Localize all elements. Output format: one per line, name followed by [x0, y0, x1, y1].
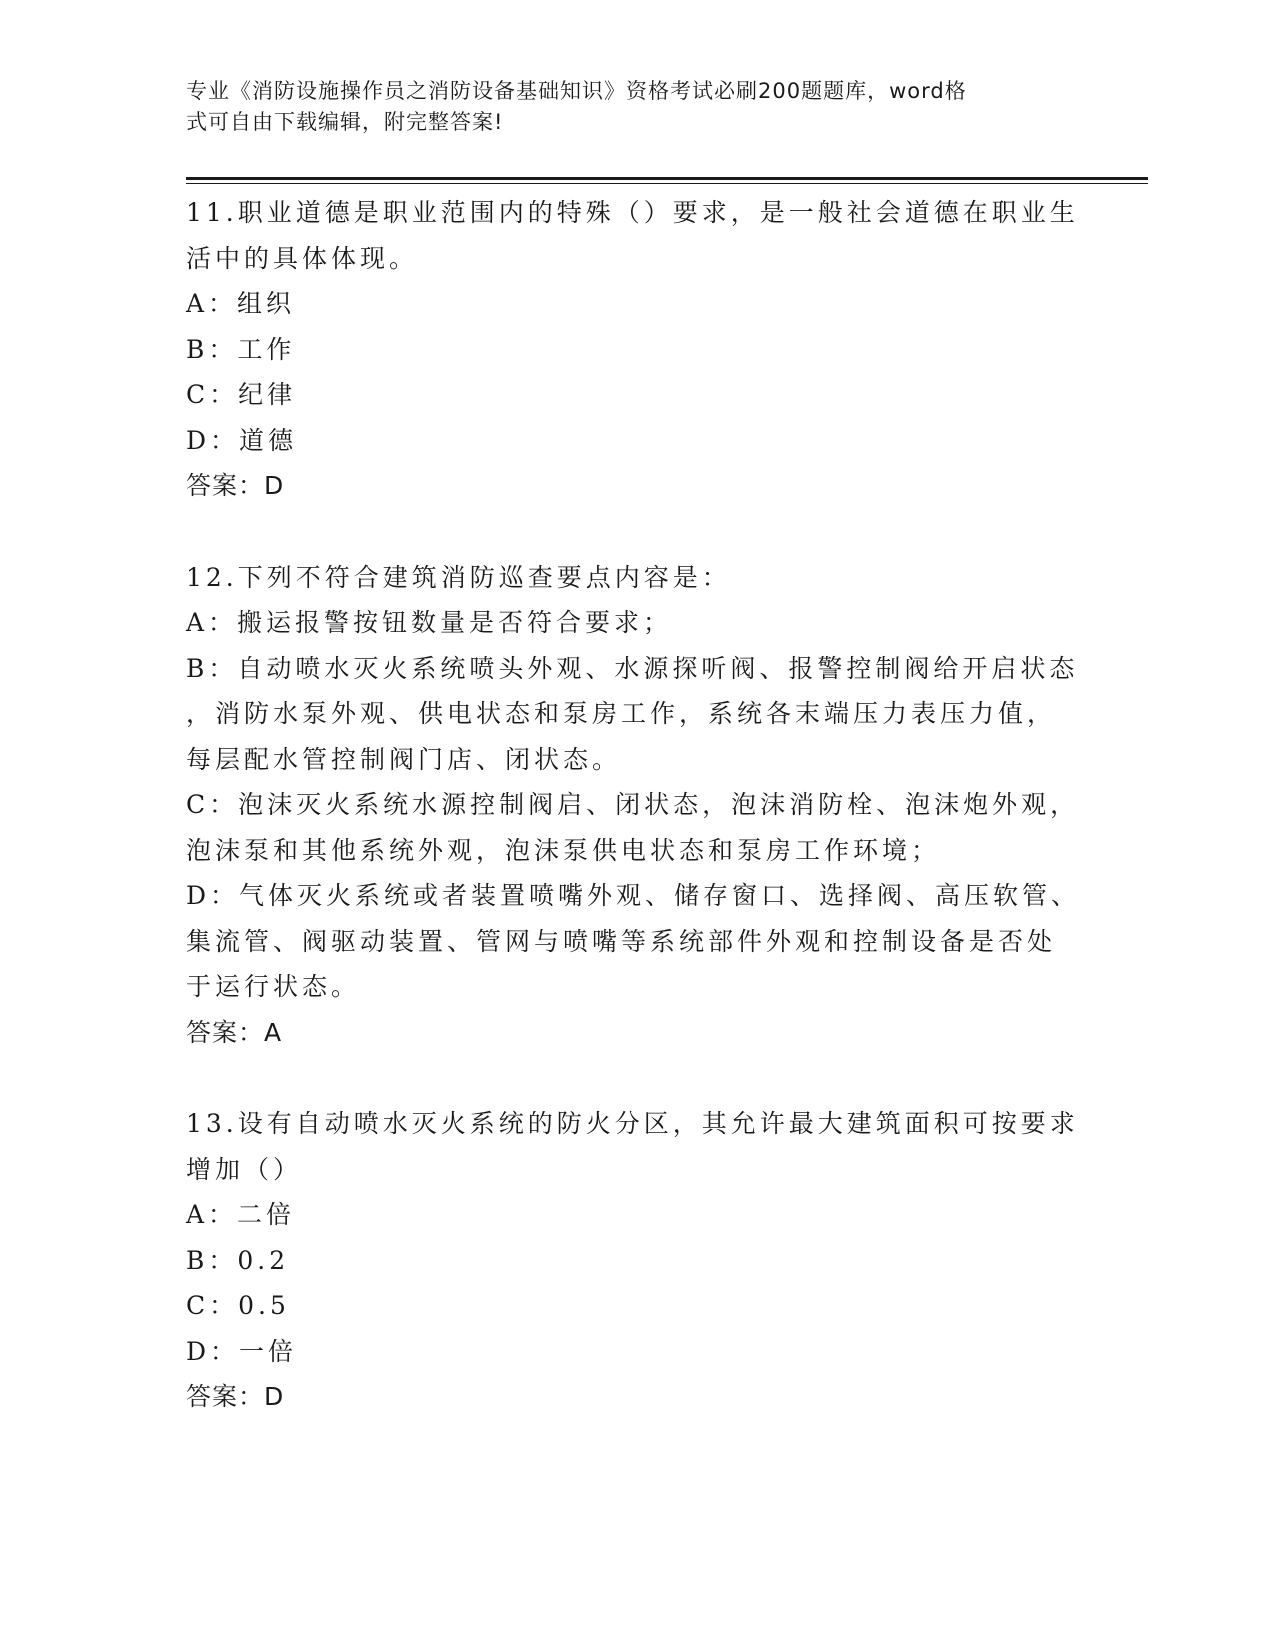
option-b: B：工作 — [186, 334, 296, 364]
option-d: D：一倍 — [186, 1336, 298, 1366]
document-header — [186, 76, 1066, 138]
question-spacer — [186, 1055, 1066, 1101]
question-12 — [186, 555, 1081, 1056]
question-text-line: 13.设有自动喷水灭火系统的防火分区，其允许最大建筑面积可按要求 — [186, 1109, 1079, 1138]
question-spacer — [186, 509, 1066, 555]
question-list — [186, 190, 1081, 1420]
header-line-1: 专业《消防设施操作员之消防设备基础知识》资格考试必刷200题题库，word格 — [186, 79, 967, 103]
question-text-line: 增加（） — [186, 1154, 303, 1184]
option-d — [186, 873, 1081, 1010]
header-divider-thick — [186, 177, 1148, 180]
option-b-line: 每层配水管控制阀门店、闭状态。 — [186, 744, 622, 774]
option-b-line: ，消防水泵外观、供电状态和泵房工作，系统各末端压力表压力值， — [186, 699, 1057, 728]
option-c-line: C：泡沫灭火系统水源控制阀启、闭状态，泡沫消防栓、泡沫炮外观， — [186, 790, 1080, 819]
question-11 — [186, 190, 1079, 509]
option-b: B：0.2 — [186, 1245, 290, 1275]
header-line-2: 式可自由下载编辑，附完整答案! — [186, 110, 504, 134]
option-c: C：纪律 — [186, 380, 297, 409]
option-a: A：组织 — [186, 289, 296, 318]
question-text-line: 活中的具体体现。 — [186, 243, 419, 273]
option-c-line: 泡沫泵和其他系统外观，泡沫泵供电状态和泵房工作环境； — [186, 835, 941, 865]
question-text-line: 11.职业道德是职业范围内的特殊（）要求，是一般社会道德在职业生 — [186, 198, 1079, 227]
answer: 答案：D — [186, 471, 285, 500]
question-text-line: 12.下列不符合建筑消防巡查要点内容是： — [186, 562, 731, 592]
question-13 — [186, 1101, 1079, 1420]
header-divider-thin — [186, 183, 1148, 184]
answer: 答案：A — [186, 1017, 283, 1047]
option-d-line: D：气体灭火系统或者装置喷嘴外观、储存窗口、选择阀、高压软管、 — [186, 881, 1081, 910]
option-b-line: B：自动喷水灭火系统喷头外观、水源探听阀、报警控制阀给开启状态 — [186, 653, 1079, 683]
option-a: A：搬运报警按钮数量是否符合要求； — [186, 608, 673, 637]
option-c: C：0.5 — [186, 1291, 290, 1320]
option-d-line: 于运行状态。 — [186, 972, 361, 1001]
answer: 答案：D — [186, 1382, 285, 1411]
option-c — [186, 782, 1080, 873]
option-d: D：道德 — [186, 425, 298, 455]
option-d-line: 集流管、阀驱动装置、管网与喷嘴等系统部件外观和控制设备是否处 — [186, 926, 1057, 956]
option-a: A：二倍 — [186, 1200, 296, 1229]
option-b — [186, 646, 1079, 783]
